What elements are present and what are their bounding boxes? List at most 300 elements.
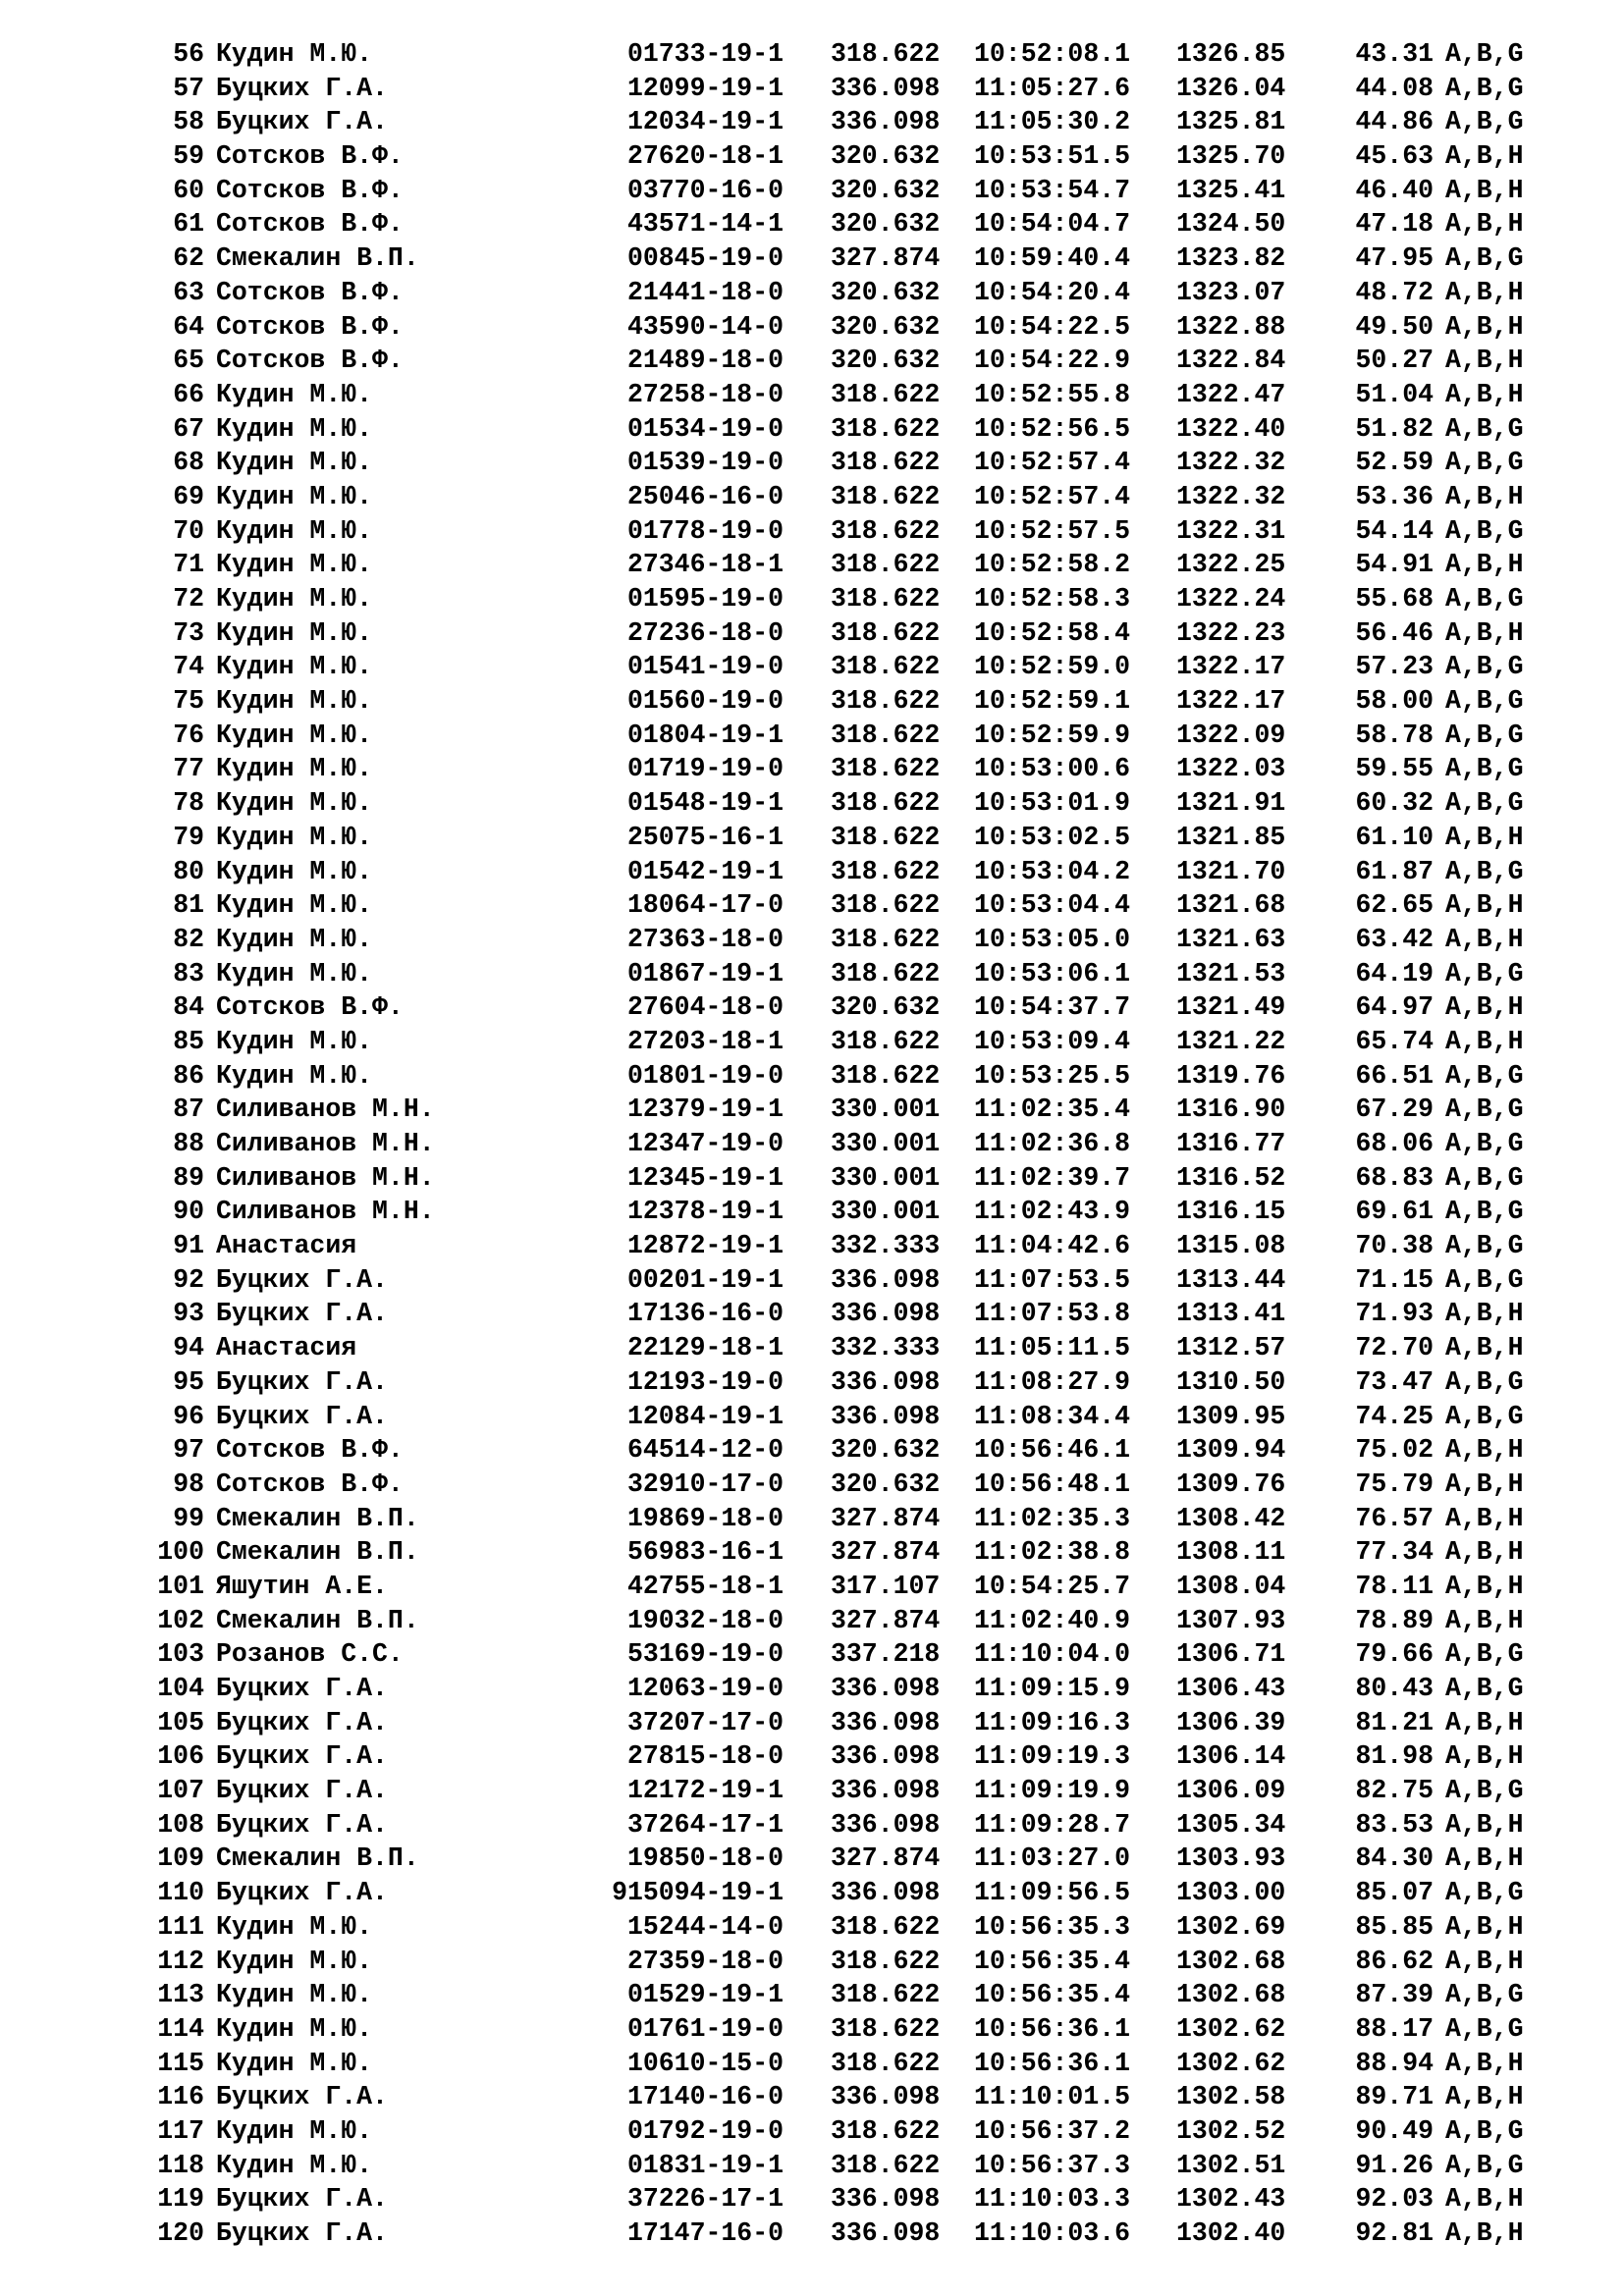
categories: A,B,H bbox=[1445, 1605, 1524, 1635]
distance: 318.622 bbox=[831, 2013, 941, 2044]
distance: 332.333 bbox=[831, 1231, 941, 1261]
arrival-time: 11:02:35.3 bbox=[974, 1503, 1131, 1533]
speed: 1302.62 bbox=[1176, 2013, 1286, 2044]
percentile: 71.15 bbox=[1355, 1264, 1434, 1295]
categories: A,B,G bbox=[1445, 448, 1524, 478]
distance: 317.107 bbox=[831, 1571, 941, 1601]
owner-name: Кудин М.Ю. bbox=[216, 822, 373, 852]
arrival-time: 11:09:28.7 bbox=[974, 1809, 1131, 1840]
speed: 1322.23 bbox=[1176, 617, 1286, 648]
percentile: 57.23 bbox=[1355, 652, 1434, 682]
ring-number: 56983-16-1 bbox=[626, 1537, 784, 1568]
distance: 318.622 bbox=[831, 379, 941, 409]
categories: A,B,H bbox=[1445, 1843, 1524, 1874]
categories: A,B,H bbox=[1445, 550, 1524, 580]
row-number: 120 bbox=[157, 2218, 204, 2248]
percentile: 61.10 bbox=[1355, 822, 1434, 852]
owner-name: Анастасия bbox=[216, 1231, 357, 1261]
row-number: 103 bbox=[157, 1639, 204, 1670]
distance: 318.622 bbox=[831, 2048, 941, 2078]
row-number: 91 bbox=[173, 1231, 204, 1261]
row-number: 87 bbox=[173, 1095, 204, 1125]
owner-name: Яшутин А.Е. bbox=[216, 1571, 388, 1601]
distance: 320.632 bbox=[831, 175, 941, 205]
percentile: 49.50 bbox=[1355, 311, 1434, 342]
percentile: 89.71 bbox=[1355, 2082, 1434, 2112]
percentile: 80.43 bbox=[1355, 1674, 1434, 1703]
arrival-time: 10:53:25.5 bbox=[974, 1060, 1131, 1091]
speed: 1322.25 bbox=[1176, 550, 1286, 580]
speed: 1305.34 bbox=[1176, 1809, 1286, 1840]
ring-number: 12347-19-0 bbox=[626, 1129, 784, 1158]
owner-name: Кудин М.Ю. bbox=[216, 2048, 373, 2078]
percentile: 43.31 bbox=[1355, 39, 1434, 69]
speed: 1302.52 bbox=[1176, 2115, 1286, 2146]
categories: A,B,H bbox=[1445, 992, 1524, 1023]
row-number: 69 bbox=[173, 481, 204, 511]
arrival-time: 11:09:19.9 bbox=[974, 1776, 1131, 1806]
ring-number: 21441-18-0 bbox=[626, 277, 784, 307]
arrival-time: 10:52:58.3 bbox=[974, 584, 1131, 614]
arrival-time: 10:52:59.9 bbox=[974, 720, 1131, 750]
distance: 327.874 bbox=[831, 1843, 941, 1874]
categories: A,B,H bbox=[1445, 2184, 1524, 2215]
row-number: 96 bbox=[173, 1401, 204, 1431]
categories: A,B,G bbox=[1445, 584, 1524, 614]
categories: A,B,G bbox=[1445, 1639, 1524, 1670]
categories: A,B,G bbox=[1445, 2115, 1524, 2146]
distance: 318.622 bbox=[831, 1911, 941, 1942]
arrival-time: 10:56:37.3 bbox=[974, 2150, 1131, 2180]
arrival-time: 11:09:19.3 bbox=[974, 1741, 1131, 1772]
ring-number: 10610-15-0 bbox=[626, 2048, 784, 2078]
percentile: 65.74 bbox=[1355, 1026, 1434, 1056]
ring-number: 27236-18-0 bbox=[626, 617, 784, 648]
arrival-time: 10:52:56.5 bbox=[974, 413, 1131, 444]
row-number: 97 bbox=[173, 1435, 204, 1466]
arrival-time: 10:52:08.1 bbox=[974, 39, 1131, 69]
row-number: 106 bbox=[157, 1741, 204, 1772]
speed: 1316.77 bbox=[1176, 1129, 1286, 1158]
categories: A,B,G bbox=[1445, 754, 1524, 784]
row-number: 57 bbox=[173, 73, 204, 103]
owner-name: Буцких Г.А. bbox=[216, 1401, 388, 1431]
speed: 1321.70 bbox=[1176, 856, 1286, 886]
owner-name: Сотсков В.Ф. bbox=[216, 311, 404, 342]
arrival-time: 10:54:37.7 bbox=[974, 992, 1131, 1023]
categories: A,B,G bbox=[1445, 1674, 1524, 1703]
categories: A,B,G bbox=[1445, 515, 1524, 546]
ring-number: 37207-17-0 bbox=[626, 1707, 784, 1737]
arrival-time: 10:54:04.7 bbox=[974, 209, 1131, 240]
arrival-time: 10:56:36.1 bbox=[974, 2048, 1131, 2078]
percentile: 91.26 bbox=[1355, 2150, 1434, 2180]
distance: 330.001 bbox=[831, 1162, 941, 1193]
row-number: 114 bbox=[157, 2013, 204, 2044]
ring-number: 01595-19-0 bbox=[626, 584, 784, 614]
categories: A,B,H bbox=[1445, 1333, 1524, 1363]
ring-number: 01548-19-1 bbox=[626, 788, 784, 819]
ring-number: 27604-18-0 bbox=[626, 992, 784, 1023]
percentile: 53.36 bbox=[1355, 481, 1434, 511]
categories: A,B,G bbox=[1445, 1129, 1524, 1158]
percentile: 44.86 bbox=[1355, 107, 1434, 137]
ring-number: 03770-16-0 bbox=[626, 175, 784, 205]
distance: 318.622 bbox=[831, 652, 941, 682]
arrival-time: 11:03:27.0 bbox=[974, 1843, 1131, 1874]
row-number: 81 bbox=[173, 890, 204, 921]
distance: 330.001 bbox=[831, 1129, 941, 1158]
percentile: 68.06 bbox=[1355, 1129, 1434, 1158]
categories: A,B,G bbox=[1445, 1401, 1524, 1431]
speed: 1319.76 bbox=[1176, 1060, 1286, 1091]
categories: A,B,H bbox=[1445, 2048, 1524, 2078]
distance: 336.098 bbox=[831, 1776, 941, 1806]
owner-name: Сотсков В.Ф. bbox=[216, 175, 404, 205]
arrival-time: 10:53:02.5 bbox=[974, 822, 1131, 852]
speed: 1325.70 bbox=[1176, 141, 1286, 172]
ring-number: 15244-14-0 bbox=[626, 1911, 784, 1942]
distance: 320.632 bbox=[831, 311, 941, 342]
row-number: 113 bbox=[157, 1980, 204, 2010]
percentile: 50.27 bbox=[1355, 346, 1434, 376]
row-number: 70 bbox=[173, 515, 204, 546]
owner-name: Сотсков В.Ф. bbox=[216, 992, 404, 1023]
distance: 318.622 bbox=[831, 550, 941, 580]
categories: A,B,G bbox=[1445, 2013, 1524, 2044]
percentile: 51.04 bbox=[1355, 379, 1434, 409]
percentile: 54.91 bbox=[1355, 550, 1434, 580]
arrival-time: 10:54:22.9 bbox=[974, 346, 1131, 376]
categories: A,B,G bbox=[1445, 686, 1524, 717]
ring-number: 12193-19-0 bbox=[626, 1366, 784, 1397]
owner-name: Кудин М.Ю. bbox=[216, 515, 373, 546]
percentile: 62.65 bbox=[1355, 890, 1434, 921]
percentile: 56.46 bbox=[1355, 617, 1434, 648]
ring-number: 22129-18-1 bbox=[626, 1333, 784, 1363]
arrival-time: 10:53:00.6 bbox=[974, 754, 1131, 784]
percentile: 85.07 bbox=[1355, 1878, 1434, 1908]
ring-number: 27815-18-0 bbox=[626, 1741, 784, 1772]
speed: 1322.88 bbox=[1176, 311, 1286, 342]
arrival-time: 10:53:06.1 bbox=[974, 958, 1131, 988]
distance: 336.098 bbox=[831, 1299, 941, 1329]
speed: 1326.85 bbox=[1176, 39, 1286, 69]
speed: 1302.43 bbox=[1176, 2184, 1286, 2215]
speed: 1321.85 bbox=[1176, 822, 1286, 852]
owner-name: Кудин М.Ю. bbox=[216, 1026, 373, 1056]
distance: 327.874 bbox=[831, 1537, 941, 1568]
speed: 1308.42 bbox=[1176, 1503, 1286, 1533]
owner-name: Сотсков В.Ф. bbox=[216, 1435, 404, 1466]
row-number: 59 bbox=[173, 141, 204, 172]
owner-name: Буцких Г.А. bbox=[216, 1741, 388, 1772]
categories: A,B,H bbox=[1445, 379, 1524, 409]
ring-number: 01778-19-0 bbox=[626, 515, 784, 546]
categories: A,B,G bbox=[1445, 39, 1524, 69]
ring-number: 01804-19-1 bbox=[626, 720, 784, 750]
arrival-time: 10:53:54.7 bbox=[974, 175, 1131, 205]
owner-name: Буцких Г.А. bbox=[216, 1264, 388, 1295]
speed: 1303.00 bbox=[1176, 1878, 1286, 1908]
speed: 1308.04 bbox=[1176, 1571, 1286, 1601]
row-number: 83 bbox=[173, 958, 204, 988]
row-number: 79 bbox=[173, 822, 204, 852]
categories: A,B,G bbox=[1445, 1264, 1524, 1295]
ring-number: 27346-18-1 bbox=[626, 550, 784, 580]
categories: A,B,G bbox=[1445, 1095, 1524, 1125]
speed: 1321.91 bbox=[1176, 788, 1286, 819]
speed: 1321.49 bbox=[1176, 992, 1286, 1023]
owner-name: Кудин М.Ю. bbox=[216, 2150, 373, 2180]
percentile: 44.08 bbox=[1355, 73, 1434, 103]
categories: A,B,H bbox=[1445, 1911, 1524, 1942]
row-number: 110 bbox=[157, 1878, 204, 1908]
distance: 318.622 bbox=[831, 1980, 941, 2010]
speed: 1313.44 bbox=[1176, 1264, 1286, 1295]
row-number: 62 bbox=[173, 243, 204, 274]
percentile: 78.89 bbox=[1355, 1605, 1434, 1635]
ring-number: 12379-19-1 bbox=[626, 1095, 784, 1125]
row-number: 63 bbox=[173, 277, 204, 307]
owner-name: Кудин М.Ю. bbox=[216, 754, 373, 784]
owner-name: Кудин М.Ю. bbox=[216, 448, 373, 478]
row-number: 86 bbox=[173, 1060, 204, 1091]
ring-number: 37226-17-1 bbox=[626, 2184, 784, 2215]
ring-number: 12872-19-1 bbox=[626, 1231, 784, 1261]
speed: 1322.17 bbox=[1176, 652, 1286, 682]
arrival-time: 10:56:46.1 bbox=[974, 1435, 1131, 1466]
ring-number: 01542-19-1 bbox=[626, 856, 784, 886]
ring-number: 01719-19-0 bbox=[626, 754, 784, 784]
categories: A,B,H bbox=[1445, 1707, 1524, 1737]
categories: A,B,H bbox=[1445, 1571, 1524, 1601]
categories: A,B,G bbox=[1445, 652, 1524, 682]
speed: 1302.69 bbox=[1176, 1911, 1286, 1942]
distance: 318.622 bbox=[831, 822, 941, 852]
owner-name: Кудин М.Ю. bbox=[216, 584, 373, 614]
percentile: 74.25 bbox=[1355, 1401, 1434, 1431]
owner-name: Смекалин В.П. bbox=[216, 1537, 419, 1568]
ring-number: 27363-18-0 bbox=[626, 924, 784, 954]
arrival-time: 11:09:16.3 bbox=[974, 1707, 1131, 1737]
owner-name: Кудин М.Ю. bbox=[216, 890, 373, 921]
categories: A,B,H bbox=[1445, 822, 1524, 852]
percentile: 73.47 bbox=[1355, 1366, 1434, 1397]
distance: 336.098 bbox=[831, 2184, 941, 2215]
speed: 1309.76 bbox=[1176, 1468, 1286, 1499]
percentile: 58.00 bbox=[1355, 686, 1434, 717]
owner-name: Кудин М.Ю. bbox=[216, 379, 373, 409]
row-number: 99 bbox=[173, 1503, 204, 1533]
owner-name: Смекалин В.П. bbox=[216, 1605, 419, 1635]
speed: 1322.31 bbox=[1176, 515, 1286, 546]
owner-name: Буцких Г.А. bbox=[216, 1878, 388, 1908]
ring-number: 32910-17-0 bbox=[626, 1468, 784, 1499]
arrival-time: 10:56:35.3 bbox=[974, 1911, 1131, 1942]
arrival-time: 10:53:51.5 bbox=[974, 141, 1131, 172]
owner-name: Кудин М.Ю. bbox=[216, 856, 373, 886]
ring-number: 01560-19-0 bbox=[626, 686, 784, 717]
owner-name: Буцких Г.А. bbox=[216, 1776, 388, 1806]
distance: 320.632 bbox=[831, 277, 941, 307]
percentile: 79.66 bbox=[1355, 1639, 1434, 1670]
categories: A,B,G bbox=[1445, 1980, 1524, 2010]
distance: 327.874 bbox=[831, 1503, 941, 1533]
owner-name: Сотсков В.Ф. bbox=[216, 209, 404, 240]
arrival-time: 11:02:43.9 bbox=[974, 1197, 1131, 1227]
ring-number: 19032-18-0 bbox=[626, 1605, 784, 1635]
speed: 1302.62 bbox=[1176, 2048, 1286, 2078]
owner-name: Буцких Г.А. bbox=[216, 1707, 388, 1737]
categories: A,B,G bbox=[1445, 413, 1524, 444]
distance: 336.098 bbox=[831, 73, 941, 103]
owner-name: Кудин М.Ю. bbox=[216, 1946, 373, 1976]
owner-name: Кудин М.Ю. bbox=[216, 2013, 373, 2044]
categories: A,B,G bbox=[1445, 73, 1524, 103]
arrival-time: 10:53:01.9 bbox=[974, 788, 1131, 819]
categories: A,B,H bbox=[1445, 209, 1524, 240]
row-number: 109 bbox=[157, 1843, 204, 1874]
row-number: 76 bbox=[173, 720, 204, 750]
speed: 1322.32 bbox=[1176, 448, 1286, 478]
speed: 1322.84 bbox=[1176, 346, 1286, 376]
row-number: 102 bbox=[157, 1605, 204, 1635]
distance: 318.622 bbox=[831, 413, 941, 444]
row-number: 117 bbox=[157, 2115, 204, 2146]
distance: 318.622 bbox=[831, 890, 941, 921]
distance: 318.622 bbox=[831, 754, 941, 784]
percentile: 85.85 bbox=[1355, 1911, 1434, 1942]
percentile: 90.49 bbox=[1355, 2115, 1434, 2146]
arrival-time: 10:54:25.7 bbox=[974, 1571, 1131, 1601]
distance: 332.333 bbox=[831, 1333, 941, 1363]
arrival-time: 10:53:04.2 bbox=[974, 856, 1131, 886]
row-number: 66 bbox=[173, 379, 204, 409]
row-number: 90 bbox=[173, 1197, 204, 1227]
ring-number: 27620-18-1 bbox=[626, 141, 784, 172]
speed: 1315.08 bbox=[1176, 1231, 1286, 1261]
arrival-time: 11:02:35.4 bbox=[974, 1095, 1131, 1125]
row-number: 100 bbox=[157, 1537, 204, 1568]
row-number: 112 bbox=[157, 1946, 204, 1976]
speed: 1323.82 bbox=[1176, 243, 1286, 274]
arrival-time: 11:10:04.0 bbox=[974, 1639, 1131, 1670]
arrival-time: 10:52:57.5 bbox=[974, 515, 1131, 546]
ring-number: 00845-19-0 bbox=[626, 243, 784, 274]
ring-number: 01541-19-0 bbox=[626, 652, 784, 682]
distance: 318.622 bbox=[831, 958, 941, 988]
speed: 1302.51 bbox=[1176, 2150, 1286, 2180]
speed: 1321.63 bbox=[1176, 924, 1286, 954]
owner-name: Сотсков В.Ф. bbox=[216, 346, 404, 376]
ring-number: 42755-18-1 bbox=[626, 1571, 784, 1601]
categories: A,B,H bbox=[1445, 175, 1524, 205]
owner-name: Кудин М.Ю. bbox=[216, 413, 373, 444]
categories: A,B,H bbox=[1445, 1946, 1524, 1976]
owner-name: Кудин М.Ю. bbox=[216, 1980, 373, 2010]
owner-name: Кудин М.Ю. bbox=[216, 924, 373, 954]
ring-number: 25046-16-0 bbox=[626, 481, 784, 511]
categories: A,B,H bbox=[1445, 481, 1524, 511]
owner-name: Кудин М.Ю. bbox=[216, 39, 373, 69]
owner-name: Сотсков В.Ф. bbox=[216, 277, 404, 307]
row-number: 68 bbox=[173, 448, 204, 478]
speed: 1322.47 bbox=[1176, 379, 1286, 409]
percentile: 59.55 bbox=[1355, 754, 1434, 784]
distance: 318.622 bbox=[831, 2115, 941, 2146]
row-number: 89 bbox=[173, 1162, 204, 1193]
categories: A,B,G bbox=[1445, 1878, 1524, 1908]
owner-name: Кудин М.Ю. bbox=[216, 686, 373, 717]
arrival-time: 10:52:59.0 bbox=[974, 652, 1131, 682]
categories: A,B,H bbox=[1445, 2218, 1524, 2248]
percentile: 61.87 bbox=[1355, 856, 1434, 886]
ring-number: 17136-16-0 bbox=[626, 1299, 784, 1329]
categories: A,B,G bbox=[1445, 1231, 1524, 1261]
row-number: 88 bbox=[173, 1129, 204, 1158]
row-number: 93 bbox=[173, 1299, 204, 1329]
percentile: 54.14 bbox=[1355, 515, 1434, 546]
percentile: 81.21 bbox=[1355, 1707, 1434, 1737]
owner-name: Сотсков В.Ф. bbox=[216, 141, 404, 172]
percentile: 70.38 bbox=[1355, 1231, 1434, 1261]
speed: 1307.93 bbox=[1176, 1605, 1286, 1635]
categories: A,B,H bbox=[1445, 617, 1524, 648]
owner-name: Смекалин В.П. bbox=[216, 243, 419, 274]
owner-name: Анастасия bbox=[216, 1333, 357, 1363]
row-number: 73 bbox=[173, 617, 204, 648]
owner-name: Буцких Г.А. bbox=[216, 1809, 388, 1840]
arrival-time: 10:52:55.8 bbox=[974, 379, 1131, 409]
distance: 330.001 bbox=[831, 1197, 941, 1227]
arrival-time: 11:02:40.9 bbox=[974, 1605, 1131, 1635]
row-number: 74 bbox=[173, 652, 204, 682]
ring-number: 37264-17-1 bbox=[626, 1809, 784, 1840]
row-number: 61 bbox=[173, 209, 204, 240]
distance: 318.622 bbox=[831, 924, 941, 954]
ring-number: 12345-19-1 bbox=[626, 1162, 784, 1193]
ring-number: 12034-19-1 bbox=[626, 107, 784, 137]
percentile: 78.11 bbox=[1355, 1571, 1434, 1601]
speed: 1316.15 bbox=[1176, 1197, 1286, 1227]
percentile: 67.29 bbox=[1355, 1095, 1434, 1125]
speed: 1310.50 bbox=[1176, 1366, 1286, 1397]
arrival-time: 11:08:34.4 bbox=[974, 1401, 1131, 1431]
arrival-time: 11:07:53.8 bbox=[974, 1299, 1131, 1329]
ring-number: 01761-19-0 bbox=[626, 2013, 784, 2044]
speed: 1325.41 bbox=[1176, 175, 1286, 205]
categories: A,B,H bbox=[1445, 1468, 1524, 1499]
ring-number: 19850-18-0 bbox=[626, 1843, 784, 1874]
ring-number: 01792-19-0 bbox=[626, 2115, 784, 2146]
distance: 336.098 bbox=[831, 2218, 941, 2248]
owner-name: Кудин М.Ю. bbox=[216, 788, 373, 819]
distance: 318.622 bbox=[831, 448, 941, 478]
speed: 1322.40 bbox=[1176, 413, 1286, 444]
row-number: 116 bbox=[157, 2082, 204, 2112]
owner-name: Кудин М.Ю. bbox=[216, 652, 373, 682]
arrival-time: 11:07:53.5 bbox=[974, 1264, 1131, 1295]
arrival-time: 10:56:37.2 bbox=[974, 2115, 1131, 2146]
ring-number: 53169-19-0 bbox=[626, 1639, 784, 1670]
row-number: 71 bbox=[173, 550, 204, 580]
arrival-time: 11:04:42.6 bbox=[974, 1231, 1131, 1261]
categories: A,B,G bbox=[1445, 1366, 1524, 1397]
row-number: 119 bbox=[157, 2184, 204, 2215]
speed: 1322.09 bbox=[1176, 720, 1286, 750]
categories: A,B,H bbox=[1445, 346, 1524, 376]
